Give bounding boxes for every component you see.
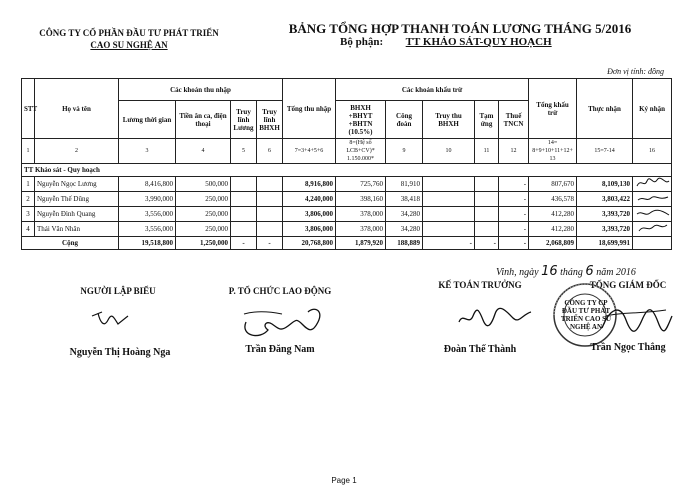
cell-salary: 3,556,000 [119,222,176,237]
cell-net: 8,109,130 [577,177,633,192]
cell-signature [633,177,672,192]
col-index: 5 [231,139,257,164]
cell-empty [231,177,257,192]
accountant-name: Đoàn Thế Thành [443,344,517,355]
accountant-signature [455,302,535,332]
cell-stt: 4 [22,222,35,237]
document-date [496,264,636,279]
header-salary: Lương thời gian [119,101,176,139]
cell-name: Nguyễn Ngọc Lương [35,177,119,192]
cell-empty [475,207,499,222]
preparer-title: NGƯỜI LẬP BIỂU [80,286,156,296]
salary-table [21,78,672,250]
total-label: Cộng [22,237,119,250]
cell-empty [633,237,672,250]
cell-empty [257,177,283,192]
cell-empty [423,207,475,222]
header-meal: Tiền ăn ca, điện thoại [176,101,231,139]
date-month: 6 [585,264,594,279]
cell-empty [423,177,475,192]
header-total-deduct: Tổng khấu trừ [529,79,577,139]
director-name: Trần Ngọc Thắng [590,342,666,353]
cell-empty [423,192,475,207]
col-index: 2 [35,139,119,164]
cell-salary: 3,556,000 [119,207,176,222]
hr-title: P. TỔ CHỨC LAO ĐỘNG [228,286,332,296]
total-income: 20,768,800 [283,237,336,250]
cell-total-income: 3,806,000 [283,207,336,222]
col-index: 14= 8+9+10+11+12+ 13 [529,139,577,164]
column-index-row [22,139,672,164]
company-name [34,27,224,51]
handwritten-signature [635,222,671,234]
cell-total-income: 8,916,800 [283,177,336,192]
cell-name: Thái Văn Nhân [35,222,119,237]
cell-total-deduct: 412,280 [529,207,577,222]
cell-empty [257,222,283,237]
col-index: 12 [499,139,529,164]
cell-signature [633,192,672,207]
header-deduct-group: Các khoản khấu trừ [336,79,529,101]
cell-stt: 2 [22,192,35,207]
cell-tax: - [499,222,529,237]
cell-empty [231,222,257,237]
col-index: 4 [176,139,231,164]
company-line1: CÔNG TY CỔ PHẦN ĐẦU TƯ PHÁT TRIỂN [39,28,219,38]
cell-tax: - [499,177,529,192]
total-salary: 19,518,800 [119,237,176,250]
col-index: 15=7-14 [577,139,633,164]
department-value: TT KHẢO SÁT-QUY HOẠCH [405,36,552,48]
stamp-text: CÔNG TY CP ĐẦU TƯ PHÁT TRIỂN CAO SU NGHỆ AN [560,299,612,331]
date-day: 16 [541,264,558,279]
total-retro-deduct: - [423,237,475,250]
cell-bhxh: 378,000 [336,222,386,237]
hr-signature [238,300,328,342]
total-advance: - [475,237,499,250]
cell-net: 3,393,720 [577,207,633,222]
header-total-income: Tổng thu nhập [283,79,336,139]
total-union: 188,889 [386,237,423,250]
header-tax: Thuế TNCN [499,101,529,139]
col-index: 10 [423,139,475,164]
table-row [22,177,672,192]
total-retro-bhxh: - [257,237,283,250]
cell-salary: 8,416,800 [119,177,176,192]
preparer-signature [88,308,138,338]
currency-unit: Đơn vị tính: đồng [607,67,664,76]
cell-signature [633,222,672,237]
cell-bhxh: 725,760 [336,177,386,192]
header-stt: STT [22,79,35,139]
cell-empty [231,192,257,207]
date-prefix: Vinh, ngày [496,267,539,278]
header-sign: Ký nhận [633,79,672,139]
cell-total-deduct: 412,280 [529,222,577,237]
hr-name: Trần Đăng Nam [245,344,315,355]
handwritten-signature [635,192,671,204]
col-index: 8=(Hệ số LCB+CV)* 1.150.000* [336,139,386,164]
department [340,36,552,48]
cell-union: 81,910 [386,177,423,192]
group-row [22,164,672,177]
cell-net: 3,393,720 [577,222,633,237]
cell-tax: - [499,192,529,207]
cell-union: 38,418 [386,192,423,207]
page-number: Page 1 [331,476,357,485]
col-index: 9 [386,139,423,164]
cell-empty [257,207,283,222]
total-bhxh: 1,879,920 [336,237,386,250]
total-net: 18,699,991 [577,237,633,250]
cell-union: 34,280 [386,222,423,237]
cell-name: Nguyễn Thế Dũng [35,192,119,207]
cell-total-deduct: 436,578 [529,192,577,207]
cell-meal: 250,000 [176,222,231,237]
table-row [22,207,672,222]
cell-empty [257,192,283,207]
cell-empty [475,222,499,237]
cell-empty [475,192,499,207]
cell-meal: 500,000 [176,177,231,192]
header-advance: Tạm ứng [475,101,499,139]
cell-total-income: 3,806,000 [283,222,336,237]
col-index: 11 [475,139,499,164]
table-row [22,192,672,207]
cell-empty [423,222,475,237]
total-meal: 1,250,000 [176,237,231,250]
cell-meal: 250,000 [176,192,231,207]
cell-name: Nguyễn Đình Quang [35,207,119,222]
handwritten-signature [635,207,671,219]
cell-total-income: 4,240,000 [283,192,336,207]
header-net: Thực nhận [577,79,633,139]
cell-meal: 250,000 [176,207,231,222]
header-retro-salary: Truy lĩnh Lương [231,101,257,139]
cell-signature [633,207,672,222]
date-month-label: tháng [560,267,583,278]
header-bhxh: BHXH +BHYT +BHTN (10.5%) [336,101,386,139]
director-title: TỔNG GIÁM ĐỐC [589,280,667,290]
document-title: BẢNG TỔNG HỢP THANH TOÁN LƯƠNG THÁNG 5/2016 [288,21,632,36]
director-signature [596,298,676,342]
header-name: Họ và tên [35,79,119,139]
cell-total-deduct: 807,670 [529,177,577,192]
group-label: TT Khảo sát - Quy hoạch [22,164,672,177]
total-retro-salary: - [231,237,257,250]
date-year: năm 2016 [596,267,636,278]
department-label: Bộ phận: [340,36,384,48]
handwritten-signature [635,177,671,189]
total-tax: - [499,237,529,250]
header-union: Công đoàn [386,101,423,139]
total-deduct: 2,068,809 [529,237,577,250]
header-retro-bhxh: Truy lĩnh BHXH [257,101,283,139]
cell-bhxh: 398,160 [336,192,386,207]
cell-bhxh: 378,000 [336,207,386,222]
cell-stt: 3 [22,207,35,222]
accountant-title: KẾ TOÁN TRƯỞNG [438,280,522,290]
header-retro-deduct: Truy thu BHXH [423,101,475,139]
cell-empty [475,177,499,192]
col-index: 3 [119,139,176,164]
total-row [22,237,672,250]
cell-empty [231,207,257,222]
header-income-group: Các khoản thu nhập [119,79,283,101]
cell-net: 3,803,422 [577,192,633,207]
cell-union: 34,280 [386,207,423,222]
col-index: 1 [22,139,35,164]
cell-tax: - [499,207,529,222]
preparer-name: Nguyễn Thị Hoàng Nga [69,347,171,358]
col-index: 16 [633,139,672,164]
cell-salary: 3,990,000 [119,192,176,207]
table-row [22,222,672,237]
company-line2: CAO SU NGHỆ AN [90,40,168,50]
col-index: 7=3+4+5+6 [283,139,336,164]
col-index: 6 [257,139,283,164]
cell-stt: 1 [22,177,35,192]
